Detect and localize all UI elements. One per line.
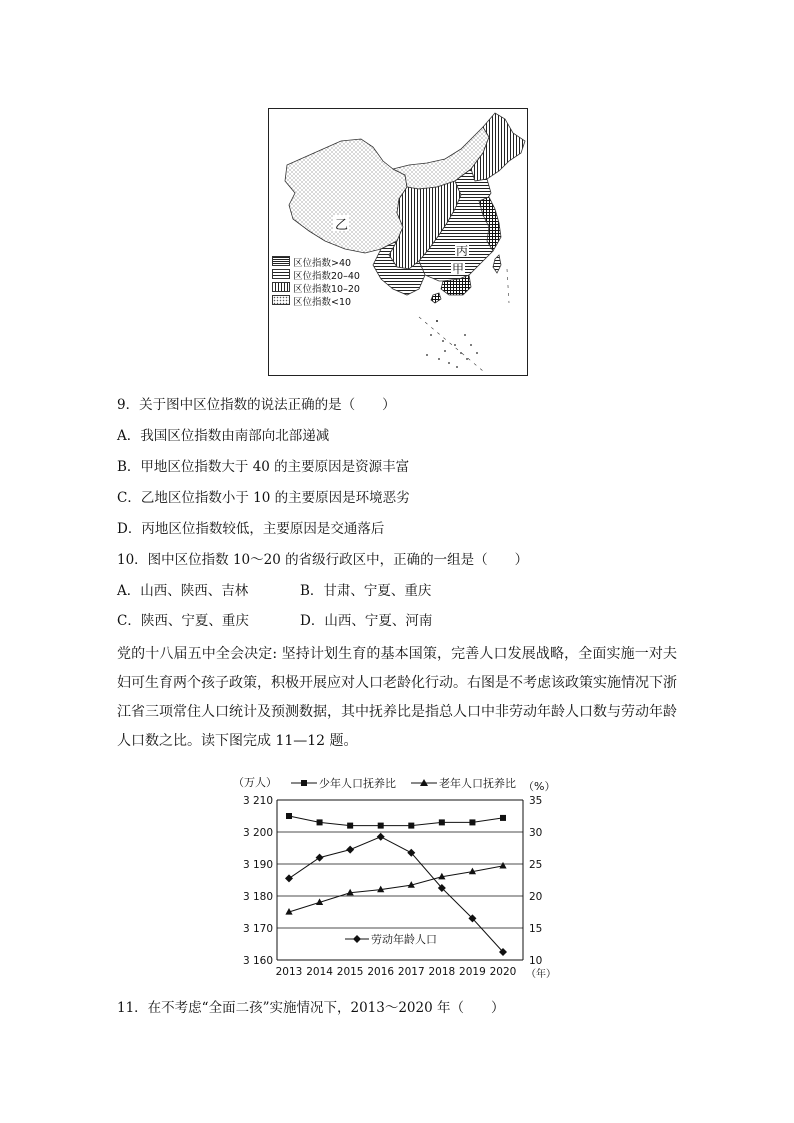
legend-label-labor: 劳动年龄人口	[371, 933, 437, 946]
right-tick-label: 20	[529, 891, 543, 903]
x-tick-label: 2013	[275, 966, 303, 978]
taiwan-island	[493, 255, 501, 273]
x-tick-label: 2019	[459, 966, 486, 978]
chart-svg	[235, 772, 565, 982]
left-tick-label: 3 170	[242, 923, 273, 935]
data-point-square	[500, 815, 506, 821]
data-point-square	[347, 823, 353, 829]
data-point-diamond	[285, 874, 293, 882]
map-label-yi: 乙	[335, 218, 349, 233]
right-tick-label: 25	[529, 859, 543, 871]
x-tick-label: 2015	[336, 966, 364, 978]
question-10-option-b: B．甘肃、宁夏、重庆	[300, 583, 432, 599]
question-9-option-d: D．丙地区位指数较低，主要原因是交通落后	[117, 521, 385, 537]
legend-swatch-vertical	[272, 282, 290, 292]
map-figure	[268, 108, 528, 376]
x-tick-label: 2017	[397, 966, 425, 978]
hainan-island	[431, 293, 441, 303]
data-point-diamond	[316, 854, 324, 862]
legend-marker-diamond	[353, 935, 361, 943]
legend-label: 区位指数10–20	[293, 284, 360, 295]
x-tick-label: 2014	[306, 966, 333, 978]
x-tick-label: 2016	[367, 966, 395, 978]
legend-swatch-dotted	[272, 295, 290, 305]
data-point-diamond	[346, 846, 354, 854]
right-tick-label: 30	[529, 827, 543, 839]
passage-text: 党的十八届五中全会决定: 坚持计划生育的基本国策，完善人口发展战略，全面实施一对夫妇可生育两个孩子政策，积极开展应对人口老龄化行动。右图是不考虑该政策实施情况下浙江省三项常住人口统计及预测数据，其中抚养比是指总人口中非劳动年龄人口数与劳动年龄人口数之比。读下图完成 11—12 题。	[117, 646, 677, 749]
left-tick-label: 3 210	[242, 795, 273, 807]
region-west-low	[285, 139, 407, 253]
legend-label-juvenile: 少年人口抚养比	[319, 777, 396, 790]
left-tick-label: 3 180	[242, 891, 273, 903]
question-10-option-a: A．山西、陕西、吉林	[117, 583, 249, 599]
china-map	[269, 109, 527, 375]
data-point-square	[378, 823, 384, 829]
left-tick-label: 3 160	[242, 955, 273, 967]
x-tick-label: 2020	[489, 966, 517, 978]
question-9-option-b: B．甲地区位指数大于 40 的主要原因是资源丰富	[117, 459, 410, 475]
right-tick-label: 10	[529, 955, 543, 967]
left-tick-label: 3 190	[242, 859, 273, 871]
map-label-bing: 丙	[456, 244, 469, 258]
legend-label: 区位指数20–40	[293, 271, 360, 282]
legend-label-elderly: 老年人口抚养比	[439, 777, 516, 790]
border-line	[507, 269, 509, 303]
legend-marker-square	[301, 780, 307, 786]
population-chart	[235, 772, 565, 982]
data-point-triangle	[499, 862, 506, 869]
right-tick-label: 35	[529, 795, 543, 807]
question-11-stem: 11．在不考虑“全面二孩”实施情况下，2013～2020 年（ ）	[117, 1000, 505, 1016]
right-axis-unit: （%）	[523, 780, 556, 793]
legend-swatch-grid	[272, 256, 290, 266]
south-sea-islands	[426, 320, 478, 368]
data-point-square	[408, 823, 414, 829]
question-9-stem: 9．关于图中区位指数的说法正确的是（ ）	[117, 397, 396, 413]
right-tick-label: 15	[529, 923, 543, 935]
data-point-square	[439, 819, 445, 825]
question-10-stem: 10．图中区位指数 10～20 的省级行政区中，正确的一组是（ ）	[117, 552, 529, 568]
legend-label: 区位指数<10	[293, 297, 352, 308]
question-9-option-a: A．我国区位指数由南部向北部递减	[117, 428, 330, 444]
x-tick-label: 2018	[428, 966, 456, 978]
map-label-jia: 甲	[452, 262, 465, 276]
legend-swatch-horizontal	[272, 269, 290, 279]
data-point-square	[286, 813, 292, 819]
data-point-square	[469, 819, 475, 825]
legend-label: 区位指数>40	[293, 258, 352, 269]
left-axis-unit: （万人）	[235, 776, 277, 789]
data-point-square	[317, 819, 323, 825]
nine-dash-line	[419, 317, 483, 371]
question-10-option-c: C．陕西、宁夏、重庆	[117, 613, 249, 629]
question-9-option-c: C．乙地区位指数小于 10 的主要原因是环境恶劣	[117, 490, 410, 506]
left-tick-label: 3 200	[242, 827, 273, 839]
x-axis-unit: （年）	[526, 969, 556, 980]
data-point-diamond	[377, 833, 385, 841]
question-10-option-d: D．山西、宁夏、河南	[300, 613, 433, 629]
